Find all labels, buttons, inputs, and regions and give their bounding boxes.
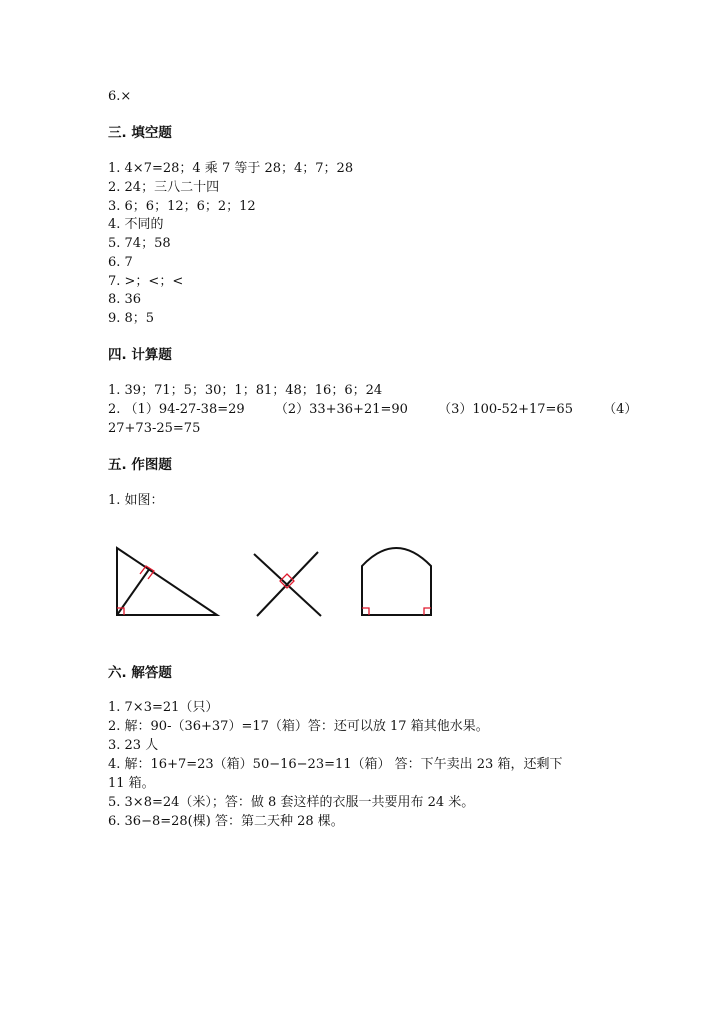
- calculation-item-1: 1. 39；71；5；30；1；81；48；16；6；24: [108, 383, 383, 398]
- word-problem-item: 5. 3×8=24（米）；答：做 8 套这样的衣服一共要用布 24 米。: [108, 795, 475, 810]
- calculation-item-2-continued: 27+73-25=75: [108, 421, 201, 436]
- crossing-lines-figure: [254, 552, 321, 616]
- judgement-item-6: 6.×: [108, 89, 132, 104]
- word-problem-item: 6. 36−8=28(棵) 答：第二天种 28 棵。: [108, 814, 344, 829]
- triangle-figure: [117, 548, 217, 615]
- fill-in-item: 5. 74；58: [108, 236, 171, 251]
- section-fill-in-title: 三. 填空题: [108, 125, 172, 141]
- fill-in-item: 3. 6；6；12；6；2；12: [108, 199, 256, 214]
- fill-in-item: 6. 7: [108, 255, 133, 270]
- calculation-item-2-number: 2.: [108, 402, 121, 417]
- fill-in-item: 8. 36: [108, 292, 142, 307]
- word-problem-item: 2. 解：90-（36+37）=17（箱）答：还可以放 17 箱其他水果。: [108, 719, 489, 734]
- section-drawing-title: 五. 作图题: [108, 457, 172, 473]
- section-calculation-title: 四. 计算题: [108, 347, 172, 363]
- fill-in-item: 1. 4×7=28；4 乘 7 等于 28；4；7；28: [108, 161, 354, 176]
- calculation-part: （3）100-52+17=65: [438, 402, 573, 417]
- arch-figure: [362, 548, 431, 615]
- drawing-item-1: 1. 如图：: [108, 493, 164, 508]
- right-angle-mark: [362, 608, 369, 615]
- calculation-part: （1）94-27-38=29: [124, 402, 245, 417]
- section-word-problems-title: 六. 解答题: [108, 665, 172, 681]
- word-problem-item-continued: 11 箱。: [108, 776, 155, 791]
- word-problem-item: 3. 23 人: [108, 738, 159, 753]
- fill-in-item: 2. 24；三八二十四: [108, 180, 220, 195]
- word-problem-item: 4. 解：16+7=23（箱）50−16−23=11（箱） 答：下午卖出 23 箱，还剩下: [108, 757, 563, 772]
- calculation-part: （2）33+36+21=90: [274, 402, 408, 417]
- word-problem-item: 1. 7×3=21（只）: [108, 700, 219, 715]
- right-angle-mark: [424, 608, 431, 615]
- fill-in-item: 7. >；<；<: [108, 274, 184, 289]
- fill-in-item: 4. 不同的: [108, 217, 164, 232]
- fill-in-item: 9. 8；5: [108, 311, 155, 326]
- calculation-part: （4）: [603, 402, 638, 417]
